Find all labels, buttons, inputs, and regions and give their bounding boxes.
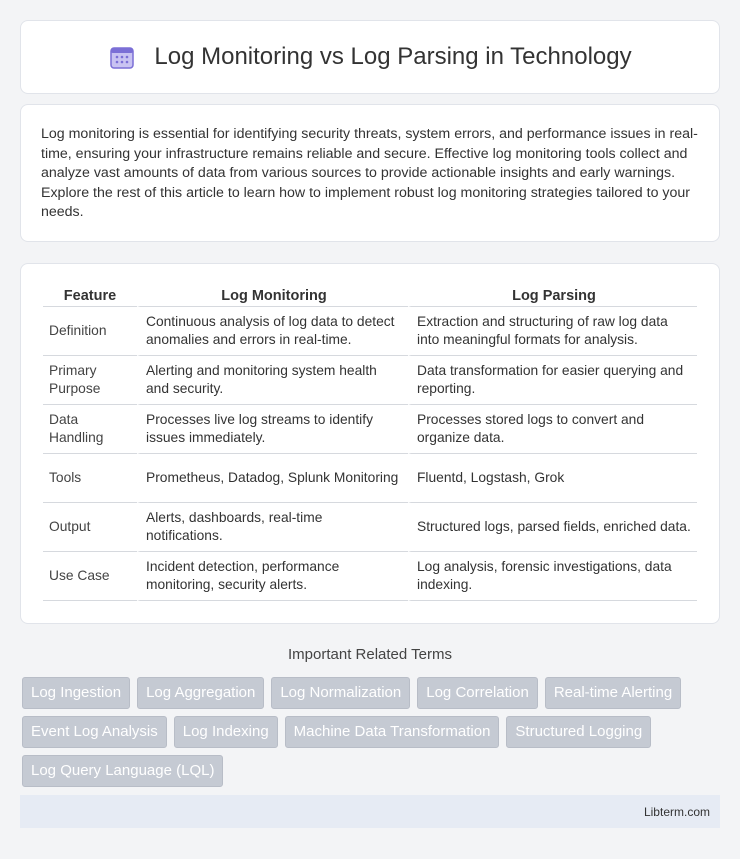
- title-wrap: [108, 43, 631, 71]
- table-row: [43, 503, 697, 552]
- comparison-table: [43, 284, 697, 601]
- page-title: Log Monitoring vs Log Parsing in Technology: [154, 43, 632, 70]
- parsing-cell: Data transformation for easier querying and reporting.: [408, 356, 697, 405]
- parsing-cell: Processes stored logs to convert and organize data.: [408, 405, 697, 454]
- parsing-cell: Fluentd, Logstash, Grok: [408, 454, 697, 503]
- feature-cell: Primary Purpose: [43, 356, 137, 405]
- calendar-icon: [108, 43, 136, 71]
- tag-log-normalization[interactable]: Log Normalization: [271, 677, 410, 709]
- tag-log-query-language[interactable]: Log Query Language (LQL): [22, 755, 223, 787]
- feature-cell: Definition: [43, 307, 137, 356]
- footer-site-link[interactable]: Libterm.com: [643, 804, 710, 819]
- tag-log-aggregation[interactable]: Log Aggregation: [137, 677, 264, 709]
- monitoring-cell: Continuous analysis of log data to detect anomalies and errors in real-time.: [137, 307, 408, 356]
- intro-text: Log monitoring is essential for identifying security threats, system errors, and performance issues in real-time, ensuring your infrastructure remains reliable and secure. Effective log monitoring tools collect and analyze vast amounts of data from various sources to provide actionable insights and early warnings. Explore the rest of this article to learn how to implement robust log monitoring strategies tailored to your needs.: [41, 126, 698, 220]
- feature-cell: Tools: [43, 454, 137, 503]
- monitoring-cell: Alerts, dashboards, real-time notifications.: [137, 503, 408, 552]
- related-terms-tags: [22, 677, 722, 787]
- table-row: [43, 356, 697, 405]
- table-row: [43, 307, 697, 356]
- tag-real-time-alerting[interactable]: Real-time Alerting: [545, 677, 681, 709]
- feature-cell: Output: [43, 503, 137, 552]
- monitoring-cell: Processes live log streams to identify issues immediately.: [137, 405, 408, 454]
- parsing-cell: Structured logs, parsed fields, enriched data.: [408, 503, 697, 552]
- comparison-table-card: [20, 263, 720, 624]
- table-header-row: [43, 284, 697, 307]
- monitoring-cell: Prometheus, Datadog, Splunk Monitoring: [137, 454, 408, 503]
- related-terms-title: Important Related Terms: [288, 646, 452, 663]
- header-log-monitoring: Log Monitoring: [137, 284, 408, 307]
- header-feature: Feature: [43, 284, 137, 307]
- monitoring-cell: Incident detection, performance monitoring, security alerts.: [137, 552, 408, 601]
- table-row: [43, 405, 697, 454]
- monitoring-cell: Alerting and monitoring system health and security.: [137, 356, 408, 405]
- tag-event-log-analysis[interactable]: Event Log Analysis: [22, 716, 167, 748]
- feature-cell: Use Case: [43, 552, 137, 601]
- table-row: [43, 454, 697, 503]
- header-log-parsing: Log Parsing: [408, 284, 697, 307]
- header-card: [20, 20, 720, 94]
- feature-cell: Data Handling: [43, 405, 137, 454]
- tag-structured-logging[interactable]: Structured Logging: [506, 716, 651, 748]
- tag-log-correlation[interactable]: Log Correlation: [417, 677, 538, 709]
- footer: [20, 795, 720, 828]
- intro-card: [20, 104, 720, 242]
- tag-machine-data-transformation[interactable]: Machine Data Transformation: [285, 716, 500, 748]
- table-row: [43, 552, 697, 601]
- tag-log-indexing[interactable]: Log Indexing: [174, 716, 278, 748]
- tag-log-ingestion[interactable]: Log Ingestion: [22, 677, 130, 709]
- parsing-cell: Log analysis, forensic investigations, data indexing.: [408, 552, 697, 601]
- parsing-cell: Extraction and structuring of raw log data into meaningful formats for analysis.: [408, 307, 697, 356]
